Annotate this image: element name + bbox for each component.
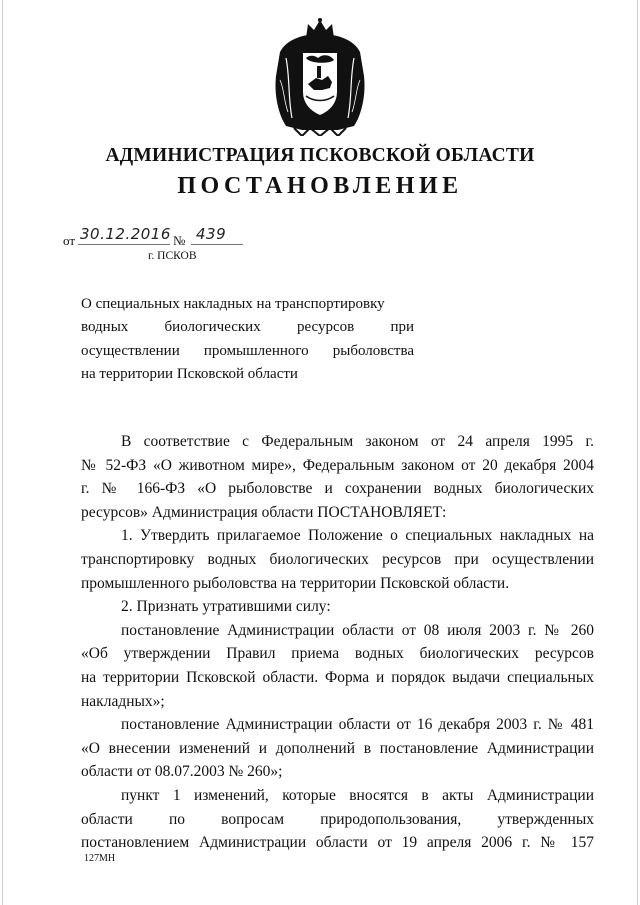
organization-title: АДМИНИСТРАЦИЯ ПСКОВСКОЙ ОБЛАСТИ [105,145,535,166]
body-line: промышленного рыболовства на территории Псковской области. [81,574,510,592]
pskov-coat-of-arms-icon [272,18,368,136]
document-subject [81,293,414,386]
date-prefix: от [63,233,76,248]
handwritten-date: 30.12.2016 [80,225,171,243]
body-line: на территории Псковской области. Форма и порядок выдачи специальных [81,668,594,686]
document-body [81,430,594,855]
body-line: постановлением Администрации области от 19 апреля 2006 г. № 157 [81,834,594,852]
body-line: накладных»; [81,692,165,710]
subject-line: водных биологических ресурсов при [81,319,414,336]
number-underline [191,244,243,245]
subject-line: на территории Псковской области [81,365,298,382]
body-line: «О внесении изменений и дополнений в постановление Администрации [81,739,594,757]
date-number-line [63,225,253,249]
body-line: области от 08.07.2003 № 260»; [81,763,283,781]
scan-edge-right [637,0,638,905]
date-underline [78,244,170,245]
city-label: г. ПСКОВ [148,250,197,262]
body-line: № 52-ФЗ «О животном мире», Федеральным законом от 20 декабря 2004 [81,456,594,474]
number-prefix: № [173,233,186,248]
body-line: постановление Администрации области от 16 декабря 2003 г. № 481 [121,716,594,734]
subject-line: осуществлении промышленного рыболовства [81,342,414,359]
footer-code: 127МН [84,853,116,864]
body-line: пункт 1 изменений, которые вносятся в акты Администрации [121,786,594,804]
body-line: «Об утверждении Правил приема водных биологических ресурсов [81,645,594,663]
subject-line: О специальных накладных на транспортировку [81,296,385,312]
body-line: 1. Утвердить прилагаемое Положение о специальных накладных на [121,527,594,545]
body-line: г. № 166-ФЗ «О рыболовстве и сохранении водных биологических [81,480,594,498]
body-line: ресурсов» Администрация области ПОСТАНОВЛЯЕТ: [81,503,447,521]
body-line: 2. Признать утратившими силу: [121,598,331,616]
body-line: транспортировку водных биологических ресурсов при осуществлении [81,550,594,568]
body-line: В соответствие с Федеральным законом от 24 апреля 1995 г. [121,433,594,450]
handwritten-number: 439 [196,225,227,243]
document-type-heading: ПОСТАНОВЛЕНИЕ [177,173,463,199]
body-line: области по вопросам природопользования, утвержденных [81,810,594,828]
body-line: постановление Администрации области от 08 июля 2003 г. № 260 [121,621,594,639]
scan-edge-left [2,0,3,905]
